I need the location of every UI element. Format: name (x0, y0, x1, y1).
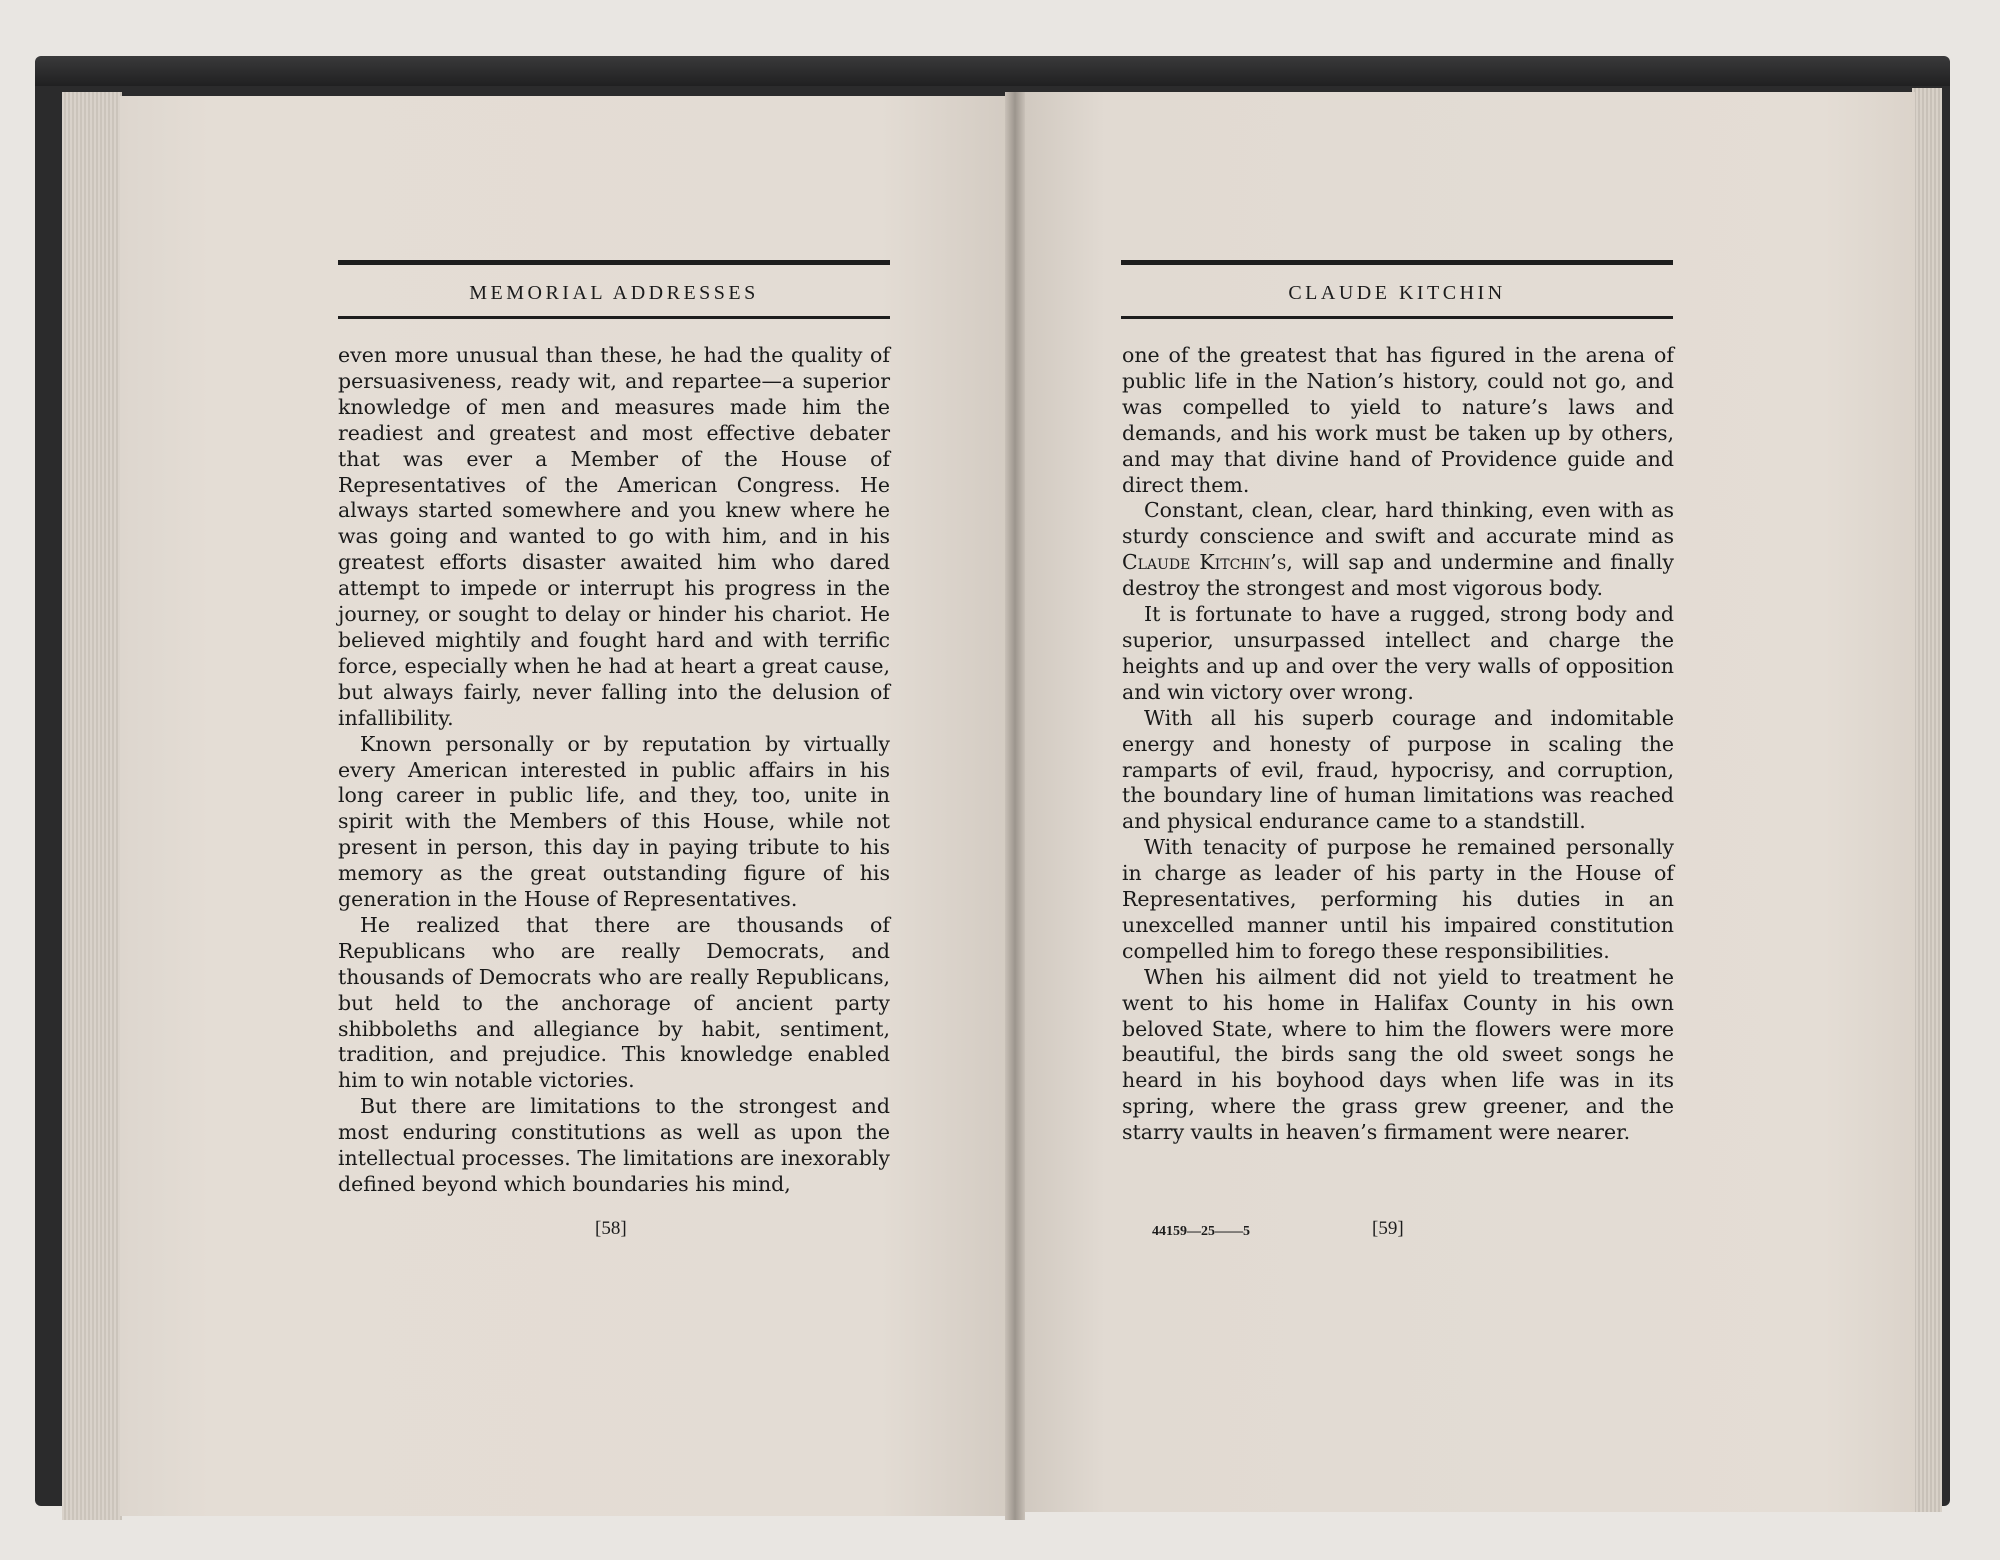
page-number-left: [58] (595, 1218, 627, 1239)
running-head-right: CLAUDE KITCHIN (1288, 282, 1506, 304)
header-rule-bottom-right (1121, 316, 1673, 319)
page-number-right: [59] (1372, 1218, 1404, 1239)
text-run: Constant, clean, clear, hard thinking, even with as sturdy conscience and swift and accurate mind as (1122, 498, 1674, 549)
paragraph: When his ailment did not yield to treatment he went to his home in Halifax County in his own beloved State, where to him the flowers were more beautiful, the birds sang the old sweet songs he heard in his boyhood days when life was in its spring, where the grass grew greener, and the starry vaults in heaven’s firmament were nearer. (1122, 964, 1674, 1145)
paragraph: one of the greatest that has figured in the arena of public life in the Nation’s history, could not go, and was compelled to yield to nature’s laws and demands, and his work must be taken up by others, and may that divine hand of Providence guide and direct them. (1122, 343, 1674, 497)
paragraph: Known personally or by reputation by virtually every American interested in public affairs in his long career in public life, and they, too, unite in spirit with the Members of this House, while not present in person, this day in paying tribute to his memory as the great outstanding figure of his generation in the House of Representatives. (338, 731, 890, 912)
page-edges-left (62, 92, 122, 1520)
page-edges-right (1912, 88, 1942, 1512)
book-spine-top (35, 56, 1950, 86)
paragraph (1122, 498, 1674, 602)
printer-signature: 44159—25——5 (1152, 1224, 1250, 1239)
book-gutter (1005, 92, 1025, 1520)
header-rule-top-right (1121, 260, 1673, 265)
running-head-left: MEMORIAL ADDRESSES (469, 282, 759, 304)
header-rule-bottom-left (338, 316, 890, 319)
paragraph: With all his superb courage and indomitable energy and honesty of purpose in scaling the ramparts of evil, fraud, hypocrisy, and corruption, the boundary line of human limitations was reached and physical endurance came to a standstill. (1122, 705, 1674, 834)
paragraph: But there are limitations to the strongest and most enduring constitutions as well as upon the intellectual processes. The limitations are inexorably defined beyond which boundaries his mind, (338, 1094, 890, 1196)
name-small-caps: Claude Kitchin’s (1122, 550, 1287, 575)
paragraph: It is fortunate to have a rugged, strong body and superior, unsurpassed intellect and charge the heights and up and over the very walls of opposition and win victory over wrong. (1122, 602, 1674, 704)
paragraph: With tenacity of purpose he remained personally in charge as leader of his party in the House of Representatives, performing his duties in an unexcelled manner until his impaired constitution compelled him to forego these responsibilities. (1122, 835, 1674, 963)
left-page-body (338, 343, 890, 1198)
header-rule-top-left (338, 260, 890, 265)
paragraph: He realized that there are thousands of Republicans who are really Democrats, and thousands of Democrats who are really Republicans, but held to the anchorage of ancient party shibboleths and allegiance by habit, sentiment, tradition, and prejudice. This knowledge enabled him to win notable victories. (338, 912, 890, 1093)
text-run: , will sap and undermine and finally destroy the strongest and most vigorous body. (1122, 550, 1675, 601)
paragraph: even more unusual than these, he had the quality of persuasiveness, ready wit, and repartee—a superior knowledge of men and measures made him the readiest and greatest and most effective debater that was ever a Member of the House of Representatives of the American Congress. He always started somewhere and you knew where he was going and wanted to go with him, and in his greatest efforts disaster awaited him who dared attempt to impede or interrupt his progress in the journey, or sought to delay or hinder his chariot. He believed mightily and fought hard and with terrific force, especially when he had at heart a great cause, but always fairly, never falling into the delusion of infallibility. (338, 343, 890, 730)
right-page-body (1122, 343, 1674, 1146)
